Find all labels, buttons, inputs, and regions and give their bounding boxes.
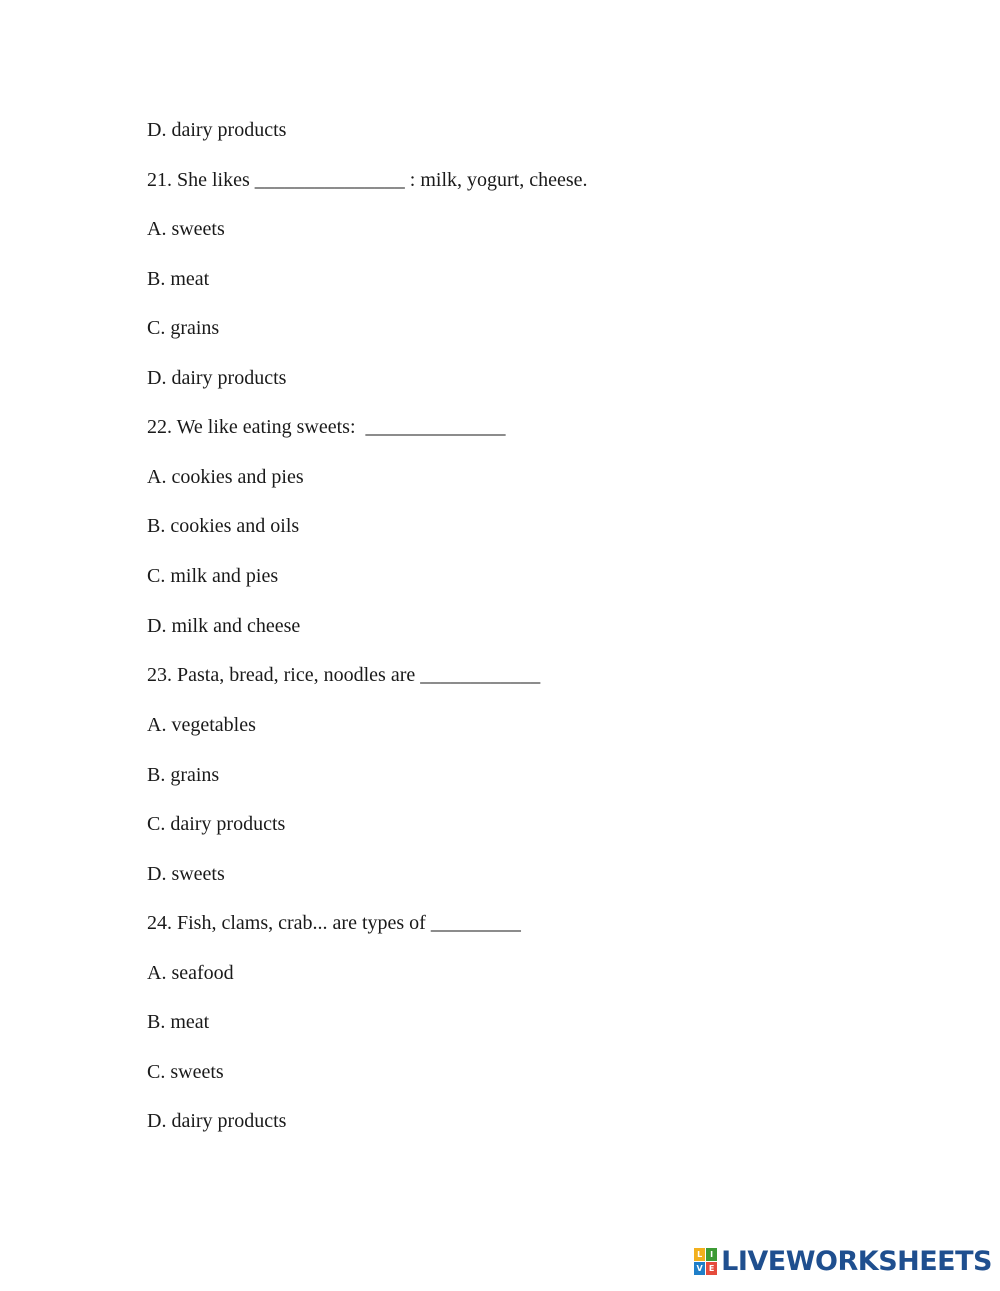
logo-block: I [706,1248,717,1261]
logo-text: LIVEWORKSHEETS [721,1246,992,1277]
question-23: 23. Pasta, bread, rice, noodles are ____________ [147,664,541,686]
logo-block: L [694,1248,705,1261]
answer-option: A. cookies and pies [147,466,304,488]
question-22: 22. We like eating sweets: ______________ [147,416,506,438]
answer-option: D. milk and cheese [147,615,301,637]
answer-option: D. dairy products [147,1110,287,1132]
answer-option: A. vegetables [147,714,256,736]
answer-option: C. milk and pies [147,565,279,587]
answer-option: B. cookies and oils [147,515,300,537]
logo-block: V [694,1262,705,1275]
answer-option: D. dairy products [147,119,287,141]
answer-option: B. meat [147,1011,210,1033]
answer-option: D. dairy products [147,367,287,389]
question-21: 21. She likes _______________ : milk, yogurt, cheese. [147,169,588,191]
logo-blocks-icon [694,1248,717,1275]
answer-option: A. seafood [147,962,234,984]
logo-block: E [706,1262,717,1275]
answer-option: C. dairy products [147,813,286,835]
answer-option: C. grains [147,317,220,339]
answer-option: D. sweets [147,863,225,885]
answer-option: B. grains [147,764,220,786]
answer-option: A. sweets [147,218,225,240]
answer-option: C. sweets [147,1061,224,1083]
question-24: 24. Fish, clams, crab... are types of _________ [147,912,521,934]
liveworksheets-logo [694,1248,992,1275]
answer-option: B. meat [147,268,210,290]
